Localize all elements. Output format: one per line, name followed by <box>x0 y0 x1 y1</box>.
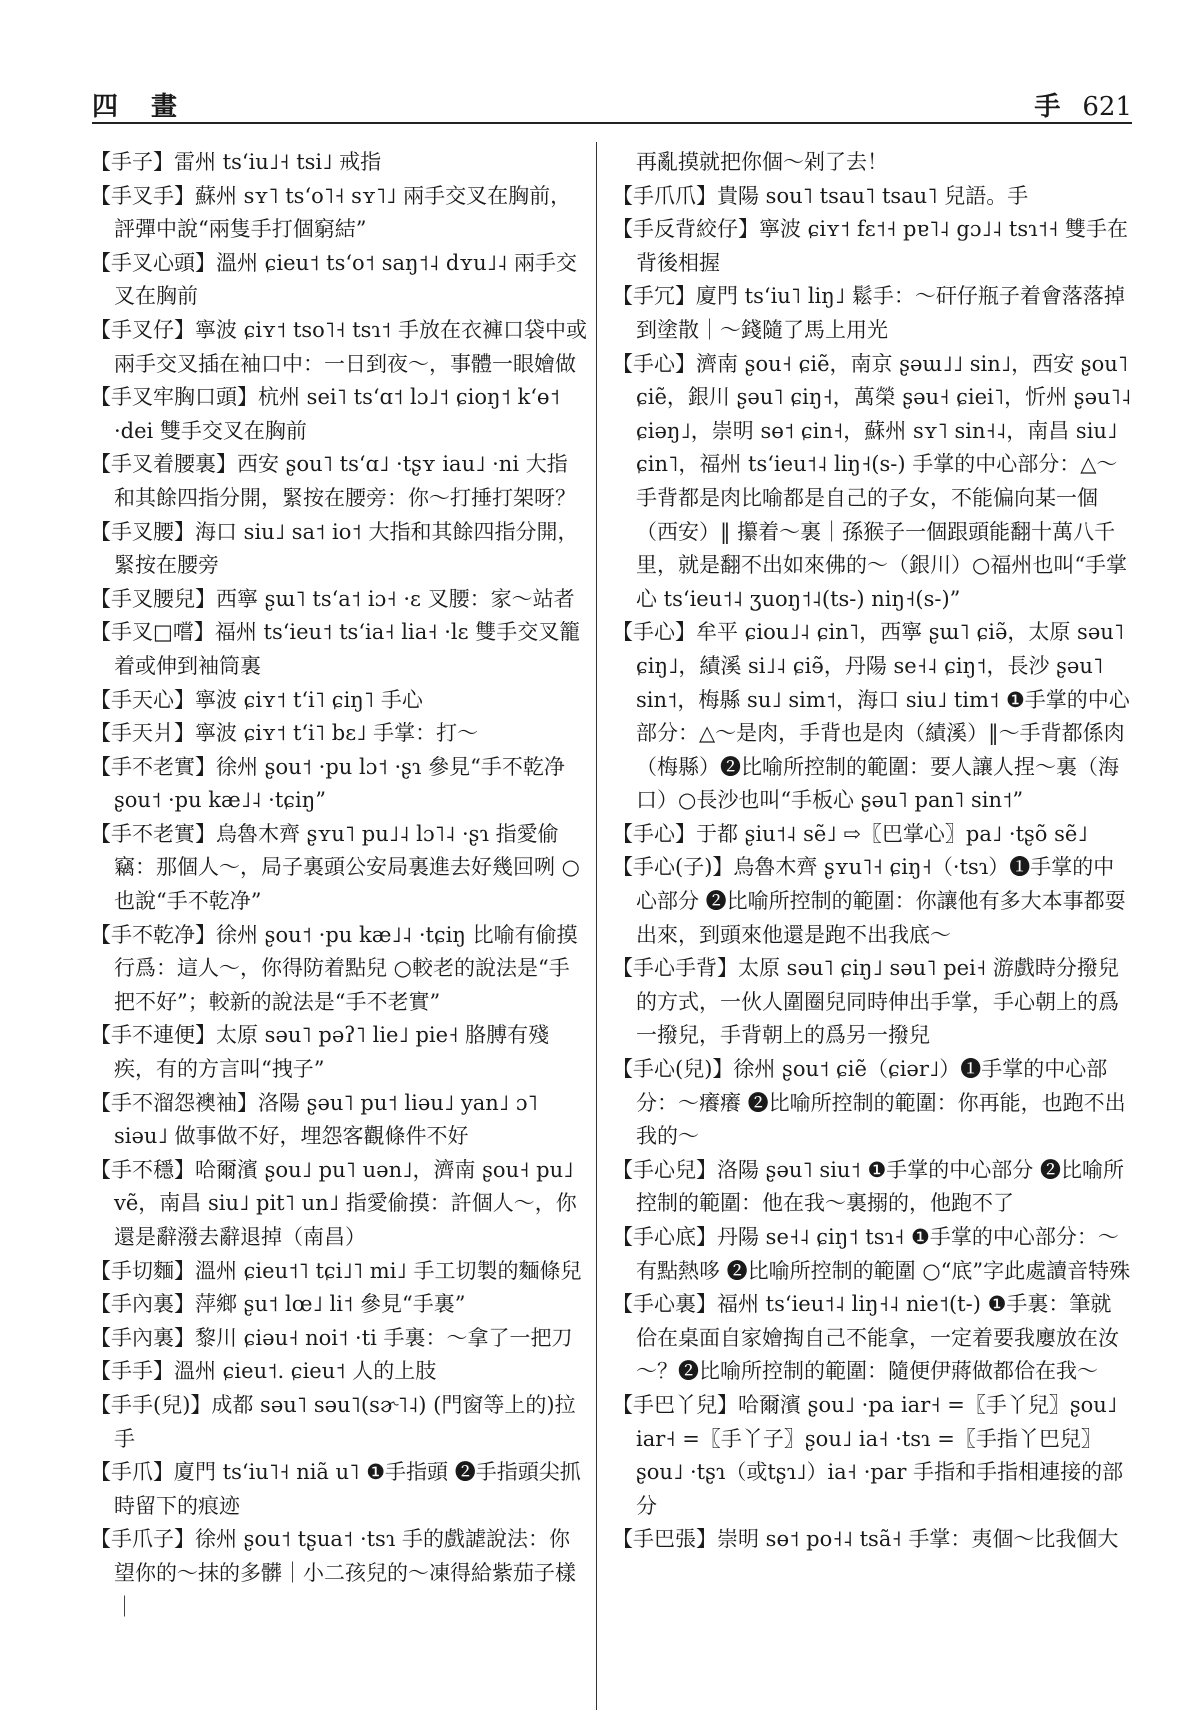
entry: 【手爪子】徐州 ʂou˦ tʂua˦ ·tsɿ 手的戲謔說法：你望你的～抹的多髒｜小二孩兒的～凍得給紫茄子樣｜ <box>90 1527 576 1619</box>
entry: 【手切麵】溫州 ɕieu˦˥ tɕi˩˥ mi˩ 手工切製的麵條兒 <box>90 1258 582 1283</box>
left-column <box>90 146 588 1624</box>
entry: 【手爪爪】貴陽 sou˥ tsau˥ tsau˥ 兒語。手 <box>612 183 1029 208</box>
entry: 【手爪】廈門 ts‘iu˥˧ niã u˥ ❶手指頭 ❷手指頭尖抓時留下的痕迹 <box>90 1460 581 1518</box>
entry: 【手叉□嚐】福州 ts‘ieu˦ ts‘ia˧ lia˧ ·lɛ 雙手交叉籠着或伸到袖筒裏 <box>90 620 581 678</box>
entry: 【手叉腰】海口 siu˩ sa˦ io˦ 大指和其餘四指分開，緊按在腰旁 <box>90 519 579 578</box>
entry: 【手叉着腰裏】西安 ʂou˥ ts‘ɑ˩ ·tʂʏ iau˩ ·ni 大指和其餘四指分開，緊按在腰旁：你～打捶打架呀？ <box>90 452 576 510</box>
page-header <box>92 82 1132 122</box>
entry: 【手叉腰兒】西寧 ʂɯ˥ ts‘a˦ iɔ˧ ·ɛ 叉腰：家～站者 <box>90 586 575 611</box>
entry: 【手冗】廈門 ts‘iu˥ liŋ˩ 鬆手：～矸仔瓶子着會落落掉到塗散｜～錢隨了馬上用光 <box>612 284 1125 342</box>
entry: 【手不穩】哈爾濱 ʂou˩ pu˥ uən˩，濟南 ʂou˧ pu˩ vẽ，南昌 siu˩ pit˥ un˩ 指愛偷摸：許個人～，你還是辭潑去辭退掉（南昌） <box>90 1157 577 1249</box>
entry: 【手天爿】寧波 ɕiʏ˦ t‘i˥ bɛ˩ 手掌：打～ <box>90 721 479 746</box>
entry: 【手叉仔】寧波 ɕiʏ˦ tso˥˧ tsɿ˦ 手放在衣褲口袋中或兩手交叉插在袖口中：一日到夜～，事體一眼嬒做 <box>90 317 587 376</box>
right-column <box>612 146 1132 1557</box>
entry: 【手天心】寧波 ɕiʏ˦ t‘i˥ ɕiŋ˥ 手心 <box>90 687 423 712</box>
entry: 【手心(兒)】徐州 ʂou˦ ɕiẽ（ɕiər˩）❶手掌的中心部分：～癢癢 ❷比喻所控制的範圍：你再能，也跑不出我的～ <box>612 1057 1126 1149</box>
entry: 【手巴張】崇明 sɵ˦ po˧˨ tsã˧ 手掌：夷個～比我個大 <box>612 1527 1119 1552</box>
section-label: 四 畫 <box>92 92 190 122</box>
entry: 【手叉心頭】溫州 ɕieu˦ ts‘o˦ saŋ˦˨ dʏu˩˨ 兩手交叉在胸前 <box>90 250 578 309</box>
entry: 【手不老實】烏魯木齊 ʂʏu˥ pu˩˨ lɔ˥˨ ·ʂɿ 指愛偷竊：那個人～，局子裏頭公安局裏進去好幾回咧 ○也說“手不乾净” <box>90 821 580 914</box>
entry: 【手手】溫州 ɕieu˦. ɕieu˦ 人的上肢 <box>90 1359 437 1384</box>
entry: 【手心(子)】烏魯木齊 ʂʏu˥˧ ɕiŋ˧（·tsɿ）❶手掌的中心部分 ❷比喻所控制的範圍：你讓他有多大本事都耍出來，到頭來他還是跑不出我底～ <box>612 855 1126 947</box>
entry: 【手心裏】福州 ts‘ieu˦˨ liŋ˧˨ nie˦(t-) ❶手裏：筆就佮在桌面自家嬒掏自己不能拿，一定着要我廮放在汝～？❷比喻所控制的範圍：隨便伊蔣做都佮在我～ <box>612 1292 1119 1384</box>
entry-continuation: 再亂摸就把你個～剁了去！ <box>636 150 888 174</box>
entry: 【手巴丫兒】哈爾濱 ʂou˩ ·pa iar˧ =〖手丫兒〗ʂou˩ iar˧ =〖手丫子〗ʂou˩ ia˧ ·tsɿ =〖手指丫巴兒〗ʂou˩ ·tʂɿ（或tʂɿ˩）ia˧ ·par 手指和手指相連接的部分 <box>612 1392 1124 1518</box>
header-right <box>1034 86 1132 123</box>
entry: 【手手(兒)】成都 səu˥ səu˥(sɚ˥˨) (門窗等上的)拉手 <box>90 1392 576 1451</box>
page-number: 621 <box>1082 92 1132 122</box>
entry: 【手內裏】萍鄉 ʂu˦ lœ˩ li˦ 參見“手裏” <box>90 1292 466 1317</box>
entry: 【手心】濟南 ʂou˧ ɕiẽ，南京 ʂəɯ˩˩ sin˩，西安 ʂou˥ ɕiẽ，銀川 ʂəu˥ ɕiŋ˧，萬榮 ʂəu˧ ɕiei˥，忻州 ʂəu˥˨ ɕiəŋ˩，崇明 sɵ˦ ɕin˧，蘇州 sʏ˥ sin˧˨，南昌 siu˩ ɕin˥，福州 ts‘ieu˦˨ liŋ˧(s-) 手掌的中心部分：△～手背都是肉比喻都是自己的子女，不能偏向某一個（西安）‖ 攥着～裏｜孫猴子一個跟頭能翻十萬八千里，就是翻不出如來佛的～（銀川）○福州也叫“手掌心 ts‘ieu˦˨ ʒuoŋ˦˨(ts-) niŋ˧(s-)” <box>612 351 1132 611</box>
column-divider <box>596 142 597 1710</box>
entry: 【手心手背】太原 səu˥ ɕiŋ˩ səu˥ pei˧ 游戲時分撥兒的方式，一伙人圍圈兒同時伸出手掌，手心朝上的爲一撥兒，手背朝上的爲另一撥兒 <box>612 956 1119 1048</box>
entry: 【手不溜怨襖袖】洛陽 ʂəu˥ pu˦ liəu˩ yan˩ ɔ˥ siəu˩ 做事做不好，埋怨客觀條件不好 <box>90 1090 538 1149</box>
entry: 【手心】牟平 ɕiou˩˨ ɕin˥，西寧 ʂɯ˥ ɕiə̃，太原 səu˥ ɕiŋ˩，績溪 si˩˨ ɕiɘ̃，丹陽 se˧˨ ɕiŋ˦，長沙 ʂəu˥ sin˦，梅縣 su˩ sim˦，海口 siu˩ tim˦ ❶手掌的中心部分：△～是肉，手背也是肉（績溪）‖～手背都係肉（梅縣）❷比喻所控制的範圍：要人讓人捏～裏（海口）○長沙也叫“手板心 ʂəu˥ pan˥ sin˦” <box>612 620 1130 813</box>
header-rule <box>92 122 1132 124</box>
entry: 【手心兒】洛陽 ʂəu˥ siu˦ ❶手掌的中心部分 ❷比喻所控制的範圍：他在我～裏搦的，他跑不了 <box>612 1157 1124 1216</box>
entry: 【手心底】丹陽 se˧˨ ɕiŋ˦ tsɿ˧ ❶手掌的中心部分：～有點熱哆 ❷比喻所控制的範圍 ○“底”字此處讀音特殊 <box>612 1225 1131 1283</box>
entry: 【手不老實】徐州 ʂou˦ ·pu lɔ˦ ·ʂɿ 參見“手不乾净 ʂou˦ ·pu kæ˩˨ ·tɕiŋ” <box>90 754 565 813</box>
entry: 【手內裏】黎川 ɕiəu˧ noi˦ ·ti 手裏：～拿了一把刀 <box>90 1325 573 1350</box>
entry: 【手叉手】蘇州 sʏ˥ ts‘o˥˧ sʏ˥˩ 兩手交叉在胸前，評彈中說“兩隻手打個窮結” <box>90 183 572 242</box>
entry: 【手心】于都 ʂiu˦˨ sẽ˩ ⇨〖巴掌心〗pa˩ ·tʂõ sẽ˩ <box>612 821 1088 846</box>
entry: 【手反背絞仔】寧波 ɕiʏ˦ fɛ˦˧ pɐ˥˨ gɔ˩˨ tsɿ˦˧ 雙手在背後相握 <box>612 217 1129 275</box>
entry: 【手不乾净】徐州 ʂou˦ ·pu kæ˩˨ ·tɕiŋ 比喻有偷摸行爲：這人～，你得防着點兒 ○較老的說法是“手把不好”；較新的說法是“手不老實” <box>90 922 578 1014</box>
entry: 【手叉牢胸口頭】杭州 sei˥ ts‘ɑ˦ lɔ˩˦ ɕioŋ˦ k‘ɵ˦ ·dei 雙手交叉在胸前 <box>90 385 560 443</box>
entry: 【手子】雷州 ts‘iu˩˧ tsi˩ 戒指 <box>90 150 382 174</box>
headword: 手 <box>1034 92 1061 122</box>
entry: 【手不連便】太原 səu˥ pəʔ˥ lie˩ pie˧ 胳膊有殘疾，有的方言叫“拽子” <box>90 1023 550 1082</box>
